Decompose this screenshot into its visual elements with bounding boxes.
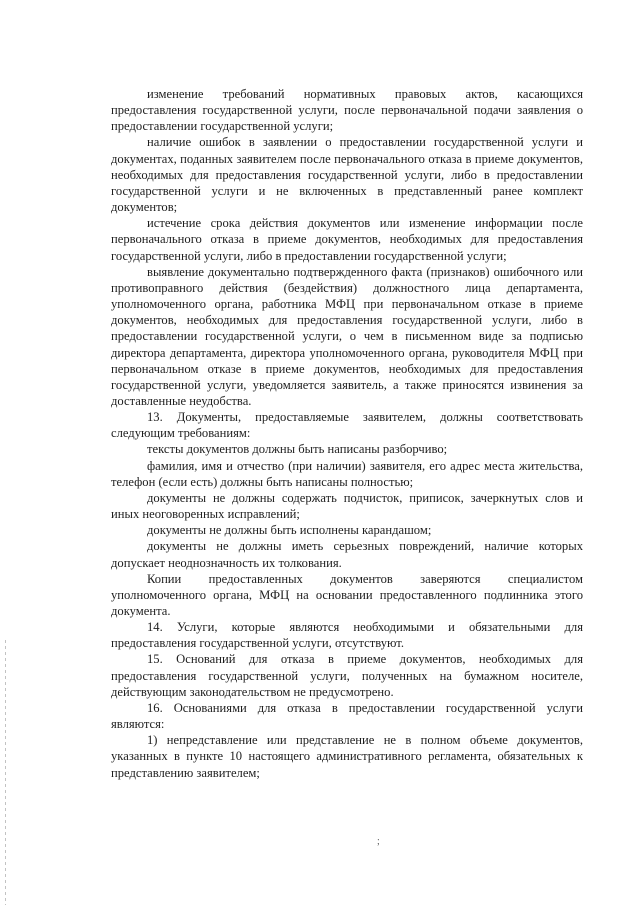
- paragraph-6: тексты документов должны быть написаны разборчиво;: [147, 442, 448, 457]
- paragraph-15: 1) непредставление или представление не в полном объеме документов, указанных в пункте 10 настоящего административного регламента, обязательных к представлению заявителем;: [111, 733, 583, 780]
- paragraph-10: документы не должны иметь серьезных повреждений, наличие которых допускает неоднозначность их толкования.: [111, 539, 583, 570]
- paragraph-13: 15. Оснований для отказа в приеме документов, необходимых для предоставления государственной услуги, полученных на бумажном носителе, действующим законодательством не предусмотрено.: [111, 652, 583, 699]
- paragraph-8: документы не должны содержать подчисток, приписок, зачеркнутых слов и иных неоговоренных исправлений;: [111, 490, 583, 522]
- paragraph-7: фамилия, имя и отчество (при наличии) заявителя, его адрес места жительства, телефон (если есть) должны быть написаны полностью;: [111, 458, 583, 489]
- paragraph-14: 16. Основаниями для отказа в предоставлении государственной услуги являются:: [111, 700, 583, 732]
- paragraph-12: 14. Услуги, которые являются необходимыми и обязательными для предоставления государственной услуги, отсутствуют.: [111, 620, 583, 651]
- paragraph-9: документы не должны быть исполнены карандашом;: [147, 523, 432, 538]
- paragraph-5: 13. Документы, предоставляемые заявителем, должны соответствовать следующим требованиям:: [111, 410, 583, 441]
- paragraph-11: Копии предоставленных документов заверяются специалистом уполномоченного органа, МФЦ на основании предоставленного подлинника этого документа.: [111, 571, 583, 618]
- paragraph-1: изменение требований нормативных правовых актов, касающихся предоставления государственной услуги, после первоначальной подачи заявления о предоставлении государственной услуги;: [111, 87, 583, 134]
- scan-edge-artifact: [5, 640, 6, 905]
- paragraph-3: истечение срока действия документов или изменение информации после первоначального отказа в приеме документов, необходимых для предоставления государственной услуги, либо в предоставлении государственной услуги;: [111, 216, 583, 263]
- document-body: [111, 86, 583, 781]
- paragraph-2: наличие ошибок в заявлении о предоставлении государственной услуги и документах, поданных заявителем после первоначального отказа в приеме документов, необходимых для предоставления государственной услуги, либо в предоставлении государственной услуги и не включенных в представленный ранее комплект документов;: [111, 135, 583, 215]
- trailing-mark: ;: [377, 836, 380, 847]
- paragraph-4: выявление документально подтвержденного факта (признаков) ошибочного или противоправного действия (бездействия) должностного лица департамента, уполномоченного органа, работника МФЦ при первоначальном отказе в приеме документов, необходимых для предоставления государственной услуги, либо в предоставлении государственной услуги, о чем в письменном виде за подписью директора департамента, директора уполномоченного органа, руководителя МФЦ при первоначальном отказе в приеме документов, необходимых для предоставления государственной услуги, уведомляется заявитель, а также приносятся извинения за доставленные неудобства.: [111, 264, 583, 408]
